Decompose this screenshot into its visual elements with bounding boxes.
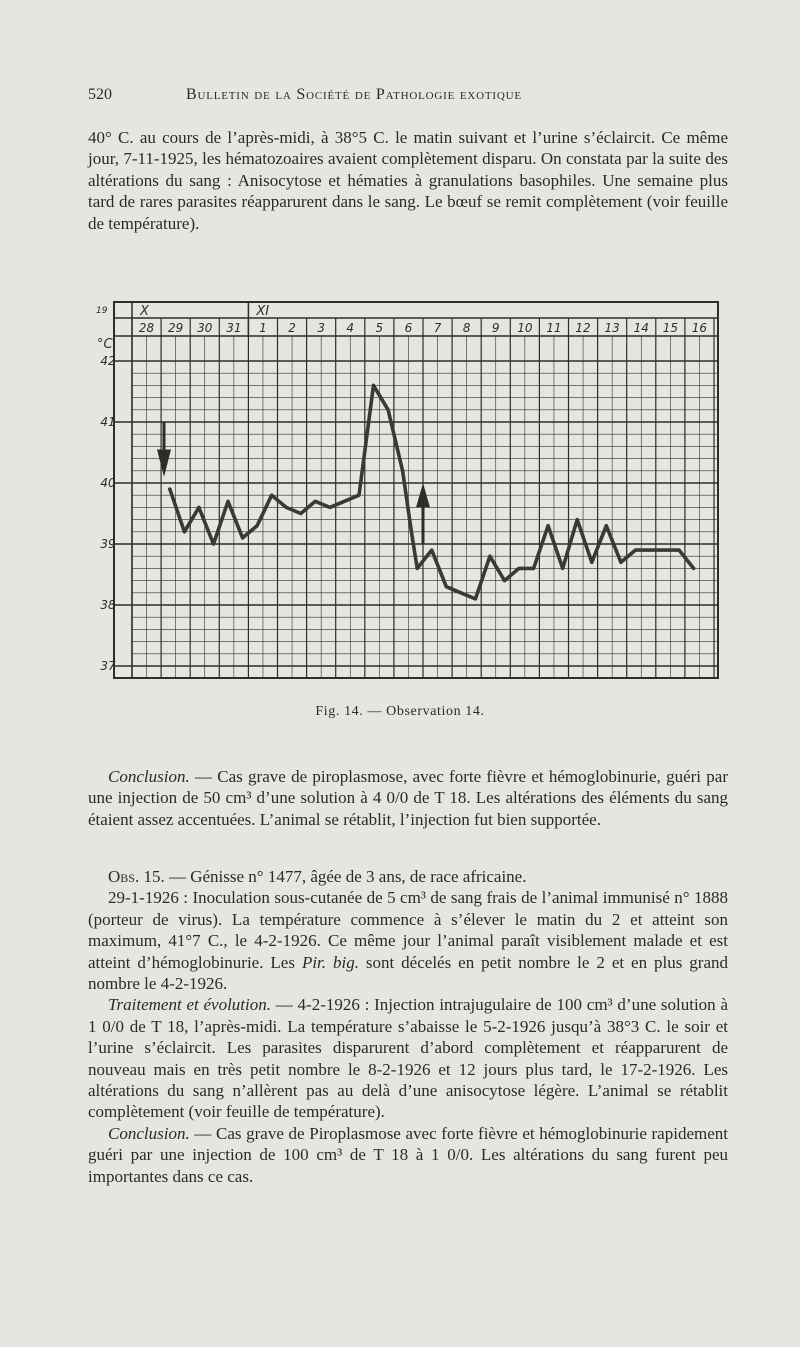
temperature-point <box>474 597 477 600</box>
temperature-point <box>678 549 681 552</box>
temperature-point <box>445 585 448 588</box>
month-label: XI <box>256 304 270 319</box>
running-header <box>88 86 728 110</box>
day-label: 2 <box>288 321 296 335</box>
temperature-point <box>372 384 375 387</box>
temperature-point <box>285 506 288 509</box>
y-tick-label: 40 <box>100 476 116 490</box>
temperature-point <box>532 567 535 570</box>
pir-big: Pir. big. <box>301 952 359 972</box>
temperature-point <box>692 567 695 570</box>
temperature-point <box>517 567 520 570</box>
day-label: 10 <box>517 321 533 335</box>
temperature-point <box>343 500 346 503</box>
conclusion-body: — Cas grave de piroplasmose, avec forte fièvre et hémoglobinurie, guéri par une injection de 50 cm³ d’une solution à 4 0/0 de T 18. Les altérations des éléments du sang étaient assez accentuées. L’animal se rétablit, l’injection fut bien supportée. <box>88 767 728 829</box>
temperature-point <box>256 524 259 527</box>
temperature-point <box>547 524 550 527</box>
day-label: 15 <box>662 321 678 335</box>
temperature-chart-svg <box>88 300 720 682</box>
temperature-point <box>561 567 564 570</box>
day-label: 8 <box>462 321 471 335</box>
temperature-point <box>605 524 608 527</box>
running-title: Bulletin de la Société de Pathologie exotique <box>186 86 522 103</box>
paragraph-text: 40° C. au cours de l’après-midi, à 38°5 C. le matin suivant et l’urine s’éclaircit. Ce même jour, 7-11-1925, les hématozoaires avaient complètement disparu. On constata par la suite des altérations du sang : Anisocytose et hématies à granulations basophiles. Une semaine plus tard de rares parasites réapparurent dans le sang. Le bœuf se remit complètement (voir feuille de température). <box>88 128 728 233</box>
paragraph-observation-15 <box>88 866 728 1187</box>
day-label: 11 <box>546 321 562 335</box>
temperature-point <box>183 530 186 533</box>
day-label: 9 <box>491 321 500 335</box>
conclusion-label-15: Conclusion. <box>108 1123 190 1143</box>
obs15-treatment <box>88 994 728 1122</box>
treatment-label: Traitement et évolution. <box>108 995 271 1015</box>
y-tick-label: 39 <box>100 537 116 551</box>
temperature-point <box>387 408 390 411</box>
down-arrow-head-icon <box>157 449 171 476</box>
obs15-heading <box>88 866 728 887</box>
day-label: 14 <box>633 321 649 335</box>
temperature-point <box>314 500 317 503</box>
temperature-point <box>459 591 462 594</box>
conclusion-text-15: — Cas grave de Piroplasmose avec forte fièvre et hémoglobinurie rapidement guéri par une injection de 100 cm³ de T 18 à 1 0/0. Les altérations du sang furent peu importantes dans ce cas. <box>88 1123 728 1186</box>
temperature-point <box>634 549 637 552</box>
day-label: 7 <box>433 321 442 335</box>
figure-caption: Fig. 14. — Observation 14. <box>315 704 485 719</box>
y-tick-label: 38 <box>100 598 116 612</box>
obs15-text-b: sont décelés en petit nombre le 2 et en plus grand nombre le 4-2-1926. <box>88 952 729 994</box>
temperature-point <box>416 567 419 570</box>
temperature-point <box>197 506 200 509</box>
temperature-point <box>299 512 302 515</box>
obs15-inoculation <box>88 887 728 994</box>
temperature-point <box>648 549 651 552</box>
temperature-point <box>270 494 273 497</box>
day-label: 16 <box>691 321 708 335</box>
obs-label: Obs. <box>108 867 140 886</box>
obs-heading-text: 15. — Génisse n° 1477, âgée de 3 ans, de race africaine. <box>139 867 527 886</box>
paragraph-observation-14-end <box>88 127 728 234</box>
day-label: 5 <box>375 321 384 335</box>
page-number: 520 <box>88 86 112 103</box>
temperature-point <box>357 494 360 497</box>
conclusion-14-text <box>88 766 728 830</box>
day-label: 30 <box>197 321 213 335</box>
day-label: 12 <box>575 321 591 335</box>
paragraph-conclusion-14 <box>88 766 728 830</box>
day-label: 4 <box>346 321 355 335</box>
temperature-point <box>619 561 622 564</box>
unit-label: °C <box>97 337 113 352</box>
day-label: 31 <box>226 321 242 335</box>
conclusion-label: Conclusion. <box>108 767 190 786</box>
day-label: 28 <box>138 321 155 335</box>
temperature-point <box>410 530 413 533</box>
day-label: 1 <box>259 321 267 335</box>
day-label: 13 <box>604 321 620 335</box>
obs15-text-a: 29-1-1926 : Inoculation sous-cutanée de 5 cm³ de sang frais de l’animal immunisé n° 1888 (porteur de virus). La température commence à s’élever le matin du 2 et atteint son maximum, 41°7 C., le 4-2-1926. Ce même jour l’animal paraît visiblement malade et est atteint d’hémoglobinurie. Les <box>88 888 728 972</box>
day-label: 6 <box>404 321 413 335</box>
temperature-point <box>226 500 229 503</box>
month-label: X <box>140 304 149 319</box>
obs15-conclusion <box>88 1123 728 1187</box>
temperature-point <box>488 555 491 558</box>
temperature-point <box>212 542 215 545</box>
temperature-point <box>663 549 666 552</box>
temperature-point <box>168 488 171 491</box>
temperature-point <box>576 518 579 521</box>
y-tick-label: 37 <box>100 659 116 673</box>
day-label: 29 <box>168 321 184 335</box>
temperature-chart <box>88 300 720 682</box>
treatment-text: — 4-2-1926 : Injection intrajugulaire de 100 cm³ d’une solution à 1 0/0 de T 18, l’après-midi. La température s’abaisse le 5-2-1926 jusqu’à 38°3 C. le soir et l’urine s’éclaircit. Les parasites disparurent d’abord complètement et réapparurent de nouveau mais en très petit nombre le 8-2-1926 et 12 jours plus tard, le 17-2-1926. Les altérations du sang n’allèrent pas au delà d’une anisocytose légère. L’animal se rétablit complètement (voir feuille de température). <box>88 995 728 1122</box>
temperature-point <box>328 506 331 509</box>
temperature-point <box>430 549 433 552</box>
day-label: 3 <box>317 321 325 335</box>
y-tick-label: 42 <box>100 354 116 368</box>
temperature-point <box>590 561 593 564</box>
y-tick-label: 41 <box>100 415 116 429</box>
corner-label: 19 <box>96 306 108 316</box>
temperature-point <box>241 536 244 539</box>
temperature-point <box>401 469 404 472</box>
temperature-point <box>503 579 506 582</box>
